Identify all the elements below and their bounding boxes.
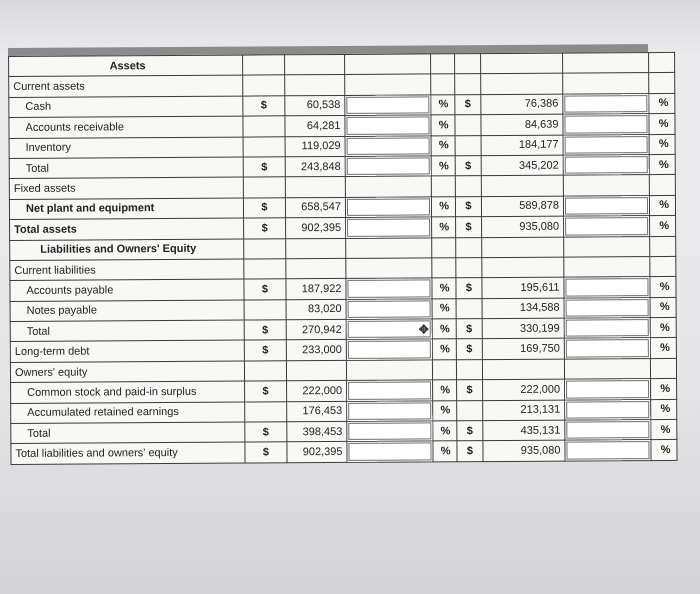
row-label: Notes payable (10, 300, 244, 322)
year1-percent-input-field[interactable] (348, 422, 431, 440)
empty-cell (243, 136, 285, 157)
year1-value: 64,281 (285, 116, 345, 137)
section-label: Current assets (9, 75, 243, 97)
dollar-sign: $ (245, 381, 287, 402)
percent-sign: % (649, 154, 675, 175)
year1-percent-input[interactable] (345, 95, 431, 116)
dollar-sign: $ (456, 339, 482, 360)
empty-cell (564, 236, 650, 257)
year1-percent-input-field[interactable] (346, 117, 429, 135)
empty-cell (455, 115, 481, 136)
year2-percent-input-field[interactable] (565, 156, 648, 174)
empty-cell (285, 177, 345, 198)
empty-cell (563, 73, 649, 94)
year1-percent-input[interactable] (345, 156, 431, 177)
empty-cell (243, 55, 285, 76)
year2-percent-input-field[interactable] (566, 340, 649, 358)
empty-cell (345, 54, 431, 75)
year2-value: 195,611 (482, 277, 564, 298)
year2-percent-input[interactable] (565, 420, 651, 441)
empty-cell (244, 361, 286, 382)
year2-value: 345,202 (481, 155, 563, 176)
row-label: Inventory (9, 137, 243, 159)
percent-sign: % (650, 216, 676, 237)
empty-cell (431, 74, 455, 95)
percent-sign: % (651, 419, 677, 440)
percent-sign: % (651, 440, 677, 461)
percent-sign: % (431, 95, 455, 116)
year1-percent-input[interactable] (346, 217, 432, 238)
year2-percent-input[interactable] (564, 216, 650, 237)
year2-percent-input[interactable] (564, 338, 650, 359)
year1-percent-input[interactable] (346, 339, 432, 360)
empty-cell (286, 238, 346, 259)
empty-cell (455, 176, 481, 197)
year1-value: 902,395 (286, 218, 346, 239)
empty-cell (285, 54, 345, 75)
year2-percent-input-field[interactable] (566, 442, 649, 460)
year2-value: 222,000 (483, 379, 565, 400)
dollar-sign: $ (243, 198, 285, 219)
year2-percent-input-field[interactable] (566, 380, 649, 398)
year1-percent-input-field[interactable] (347, 157, 430, 175)
year1-percent-input-field[interactable] (347, 198, 430, 216)
empty-cell (243, 116, 285, 137)
percent-sign: % (649, 93, 675, 114)
row-label: Total (10, 320, 244, 342)
dollar-sign: $ (245, 442, 287, 463)
dollar-sign: $ (244, 279, 286, 300)
empty-cell (650, 236, 676, 257)
year2-value: 84,639 (481, 114, 563, 135)
section-header: Liabilities and Owners' Equity (10, 239, 244, 261)
year1-percent-input[interactable] (345, 115, 431, 136)
row-label: Accounts payable (10, 279, 244, 301)
year1-value: 233,000 (286, 340, 346, 361)
percent-sign: % (651, 399, 677, 420)
year2-percent-input[interactable] (563, 195, 649, 216)
year1-percent-input[interactable] (346, 278, 432, 299)
dollar-sign: $ (244, 218, 286, 239)
empty-cell (649, 52, 675, 73)
row-label: Net plant and equipment (9, 198, 243, 220)
empty-cell (285, 75, 345, 96)
year1-percent-input[interactable] (345, 135, 431, 156)
empty-cell (345, 176, 431, 197)
empty-cell (481, 74, 563, 95)
year1-value: 119,029 (285, 136, 345, 157)
percent-sign: % (649, 134, 675, 155)
year2-percent-input-field[interactable] (566, 319, 649, 337)
empty-cell (455, 135, 481, 156)
empty-cell (431, 54, 455, 75)
empty-cell (649, 73, 675, 94)
year1-value: 658,547 (285, 197, 345, 218)
percent-sign: % (432, 278, 456, 299)
year2-value: 184,177 (481, 135, 563, 156)
empty-cell (244, 259, 286, 280)
row-label: Accumulated retained earnings (11, 402, 245, 424)
empty-cell (456, 359, 482, 380)
year1-value: 398,453 (287, 421, 347, 442)
dollar-sign: $ (243, 96, 285, 117)
year1-percent-input-field[interactable] (347, 280, 430, 298)
dollar-sign: $ (245, 422, 287, 443)
empty-cell (482, 359, 564, 380)
move-cursor-icon: ✥ (418, 322, 429, 337)
row-label: Total (9, 157, 243, 179)
empty-cell (482, 237, 564, 258)
empty-cell (650, 358, 676, 379)
empty-cell (346, 237, 432, 258)
percent-sign: % (650, 277, 676, 298)
year2-percent-input[interactable] (565, 440, 651, 461)
year2-percent-input[interactable] (563, 134, 649, 155)
dollar-sign: $ (457, 380, 483, 401)
dollar-sign: $ (244, 320, 286, 341)
year2-percent-input[interactable] (564, 297, 650, 318)
year1-value: 187,922 (286, 279, 346, 300)
year2-percent-input[interactable] (564, 318, 650, 339)
section-label: Current liabilities (10, 259, 244, 281)
dollar-sign: $ (456, 217, 482, 238)
empty-cell (243, 177, 285, 198)
year2-value: 935,080 (482, 216, 564, 237)
year1-percent-input-field[interactable] (347, 137, 430, 155)
percent-sign: % (431, 115, 455, 136)
year2-percent-input-field[interactable] (566, 299, 649, 317)
percent-sign: % (651, 379, 677, 400)
empty-cell (431, 176, 455, 197)
row-label: Total liabilities and owners' equity (11, 442, 245, 464)
row-label: Total assets (10, 218, 244, 240)
percent-sign: % (649, 195, 675, 216)
percent-sign: % (650, 338, 676, 359)
year2-value: 213,131 (483, 400, 565, 421)
empty-cell (432, 360, 456, 381)
year2-percent-input-field[interactable] (565, 217, 648, 235)
year2-value: 435,131 (483, 420, 565, 441)
year2-percent-input-field[interactable] (565, 136, 648, 154)
percent-sign: % (433, 400, 457, 421)
empty-cell (482, 257, 564, 278)
empty-cell (563, 53, 649, 74)
empty-cell (564, 358, 650, 379)
empty-cell (244, 238, 286, 259)
empty-cell (563, 175, 649, 196)
empty-cell (244, 299, 286, 320)
dollar-sign: $ (456, 278, 482, 299)
year1-percent-input-field[interactable] (348, 382, 431, 400)
year2-value: 76,386 (481, 94, 563, 115)
section-label: Fixed assets (9, 177, 243, 199)
percent-sign: % ✥ (432, 319, 456, 340)
section-label: Owners' equity (10, 361, 244, 383)
percent-sign: % (650, 297, 676, 318)
table-row (11, 440, 677, 464)
year2-percent-input[interactable] (565, 399, 651, 420)
year1-percent-input-field[interactable] (347, 219, 430, 237)
empty-cell (650, 256, 676, 277)
year2-percent-input-field[interactable] (565, 278, 648, 296)
row-label: Total (11, 422, 245, 444)
year2-percent-input-field[interactable] (564, 115, 647, 133)
year2-value: 589,878 (481, 196, 563, 217)
row-label: Cash (9, 96, 243, 118)
row-label: Common stock and paid-in surplus (11, 381, 245, 403)
year2-percent-input[interactable] (563, 155, 649, 176)
empty-cell (481, 175, 563, 196)
dollar-sign: $ (455, 156, 481, 177)
year1-percent-input[interactable] (346, 299, 432, 320)
percent-sign: % (433, 441, 457, 462)
empty-cell (286, 258, 346, 279)
year1-percent-input[interactable] (347, 401, 433, 422)
year2-value: 134,588 (482, 298, 564, 319)
empty-cell (432, 237, 456, 258)
year1-percent-input[interactable] (347, 441, 433, 462)
year2-percent-input-field[interactable] (566, 421, 649, 439)
empty-cell (243, 75, 285, 96)
dollar-sign: $ (455, 94, 481, 115)
percent-sign: % (433, 421, 457, 442)
dollar-sign: $ (456, 319, 482, 340)
empty-cell (456, 298, 482, 319)
dollar-sign: $ (457, 441, 483, 462)
year2-value: 935,080 (483, 441, 565, 462)
percent-sign: % (431, 197, 455, 218)
empty-cell (346, 360, 432, 381)
year1-percent-input-field[interactable] (346, 96, 429, 114)
percent-sign: % (433, 380, 457, 401)
balance-sheet-table (8, 52, 677, 465)
year2-percent-input-field[interactable] (565, 197, 648, 215)
year1-value: 270,942 (286, 320, 346, 341)
percent-sign: % (431, 156, 455, 177)
percent-sign: % (649, 114, 675, 135)
dollar-sign: $ (455, 196, 481, 217)
year2-percent-input-field[interactable] (564, 95, 647, 113)
row-label: Long-term debt (10, 341, 244, 363)
empty-cell (456, 258, 482, 279)
percent-sign: % (432, 217, 456, 238)
year1-percent-input[interactable] (347, 380, 433, 401)
year1-value: 222,000 (287, 381, 347, 402)
empty-cell (345, 74, 431, 95)
dollar-sign: $ (243, 157, 285, 178)
year1-percent-input-field[interactable] (348, 402, 431, 420)
dollar-sign: $ (457, 421, 483, 442)
empty-cell (564, 256, 650, 277)
year2-percent-input[interactable] (565, 379, 651, 400)
year2-value: 169,750 (482, 339, 564, 360)
empty-cell (245, 401, 287, 422)
empty-cell (649, 175, 675, 196)
year2-percent-input[interactable] (564, 277, 650, 298)
row-label: Accounts receivable (9, 116, 243, 138)
dollar-sign: $ (244, 340, 286, 361)
empty-cell (456, 237, 482, 258)
year1-value: 176,453 (287, 401, 347, 422)
year1-percent-input[interactable] (347, 421, 433, 442)
section-header: Assets (9, 55, 243, 77)
empty-cell (286, 360, 346, 381)
percent-sign: % (650, 318, 676, 339)
percent-sign: % (431, 135, 455, 156)
year2-percent-input-field[interactable] (566, 401, 649, 419)
year1-percent-input[interactable] (345, 197, 431, 218)
year1-value: 243,848 (285, 156, 345, 177)
percent-sign: % (432, 339, 456, 360)
empty-cell (457, 400, 483, 421)
empty-cell (346, 258, 432, 279)
year1-percent-input-field[interactable] (348, 300, 431, 318)
year2-percent-input[interactable] (563, 93, 649, 114)
percent-sign: % (432, 298, 456, 319)
year1-value: 83,020 (286, 299, 346, 320)
empty-cell (455, 54, 481, 75)
year2-value: 330,199 (482, 318, 564, 339)
empty-cell (432, 258, 456, 279)
empty-cell (481, 53, 563, 74)
empty-cell (455, 74, 481, 95)
year1-value: 60,538 (285, 95, 345, 116)
year2-percent-input[interactable] (563, 114, 649, 135)
year1-value: 902,395 (287, 442, 347, 463)
year1-percent-input-field[interactable] (348, 443, 431, 461)
year1-percent-input-field[interactable] (348, 341, 431, 359)
